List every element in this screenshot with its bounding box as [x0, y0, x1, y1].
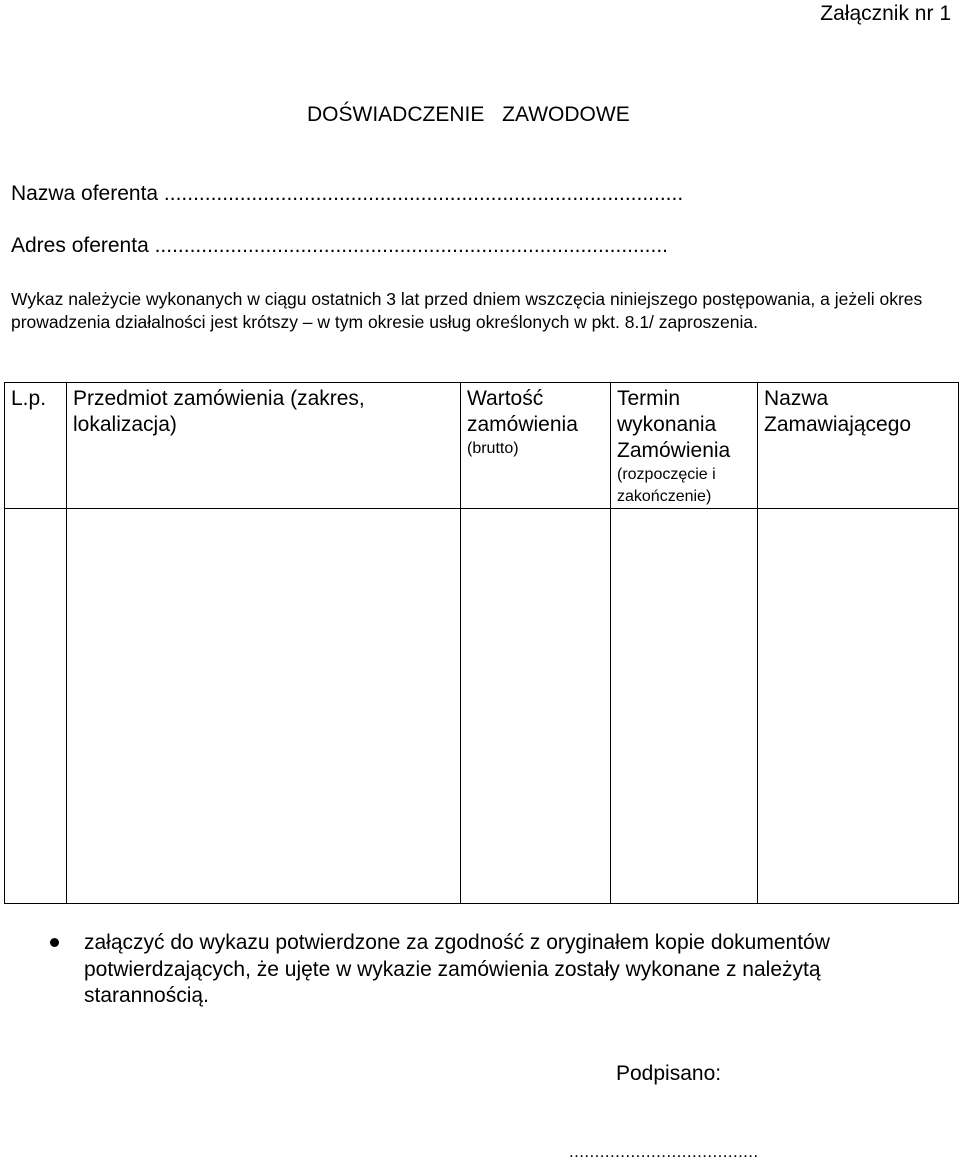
table-header-row — [5, 383, 959, 509]
experience-table — [4, 382, 959, 904]
intro-paragraph: Wykaz należycie wykonanych w ciągu ostatnich 3 lat przed dniem wszczęcia niniejszego postępowania, a jeżeli okres prowadzenia działalności jest krótszy – w tym okresie usług określonych w pkt. 8.1/ zaproszenia. — [11, 289, 923, 332]
col-header-value-label: Wartość zamówienia — [467, 387, 578, 436]
col-header-lp-label: L.p. — [11, 387, 47, 410]
bidder-name-field: Nazwa oferenta ......................................................................................... — [11, 182, 684, 205]
bidder-address-field: Adres oferenta ........................................................................................ — [11, 234, 669, 257]
col-header-subject-label: Przedmiot zamówienia (zakres, lokalizacja) — [73, 387, 365, 436]
annex-label: Załącznik nr 1 — [820, 2, 951, 25]
signature-line: ..................................... — [569, 1142, 759, 1161]
table-cell-orderer[interactable] — [758, 509, 959, 904]
col-header-orderer — [758, 383, 959, 509]
col-header-term — [611, 383, 758, 509]
table-cell-lp[interactable] — [5, 509, 67, 904]
col-header-value-sub: (brutto) — [467, 440, 519, 457]
note-text: załączyć do wykazu potwierdzone za zgodność z oryginałem kopie dokumentów potwierdzających, że ujęte w wykazie zamówienia zostały wykonane z należytą starannością. — [84, 931, 830, 1007]
col-header-term-label: Termin wykonania Zamówienia — [617, 387, 731, 462]
table-cell-subject[interactable] — [67, 509, 461, 904]
table-row — [5, 509, 959, 904]
col-header-orderer-label: Nazwa Zamawiającego — [764, 387, 912, 436]
table-cell-value[interactable] — [461, 509, 611, 904]
col-header-subject — [67, 383, 461, 509]
col-header-term-sub: (rozpoczęcie i zakończenie) — [617, 466, 716, 505]
bullet-icon — [50, 938, 59, 947]
signature-label: Podpisano: — [616, 1062, 722, 1085]
col-header-lp — [5, 383, 67, 509]
col-header-value — [461, 383, 611, 509]
table-cell-term[interactable] — [611, 509, 758, 904]
document-title: DOŚWIADCZENIE ZAWODOWE — [307, 103, 630, 126]
note-list-item — [50, 930, 930, 1010]
